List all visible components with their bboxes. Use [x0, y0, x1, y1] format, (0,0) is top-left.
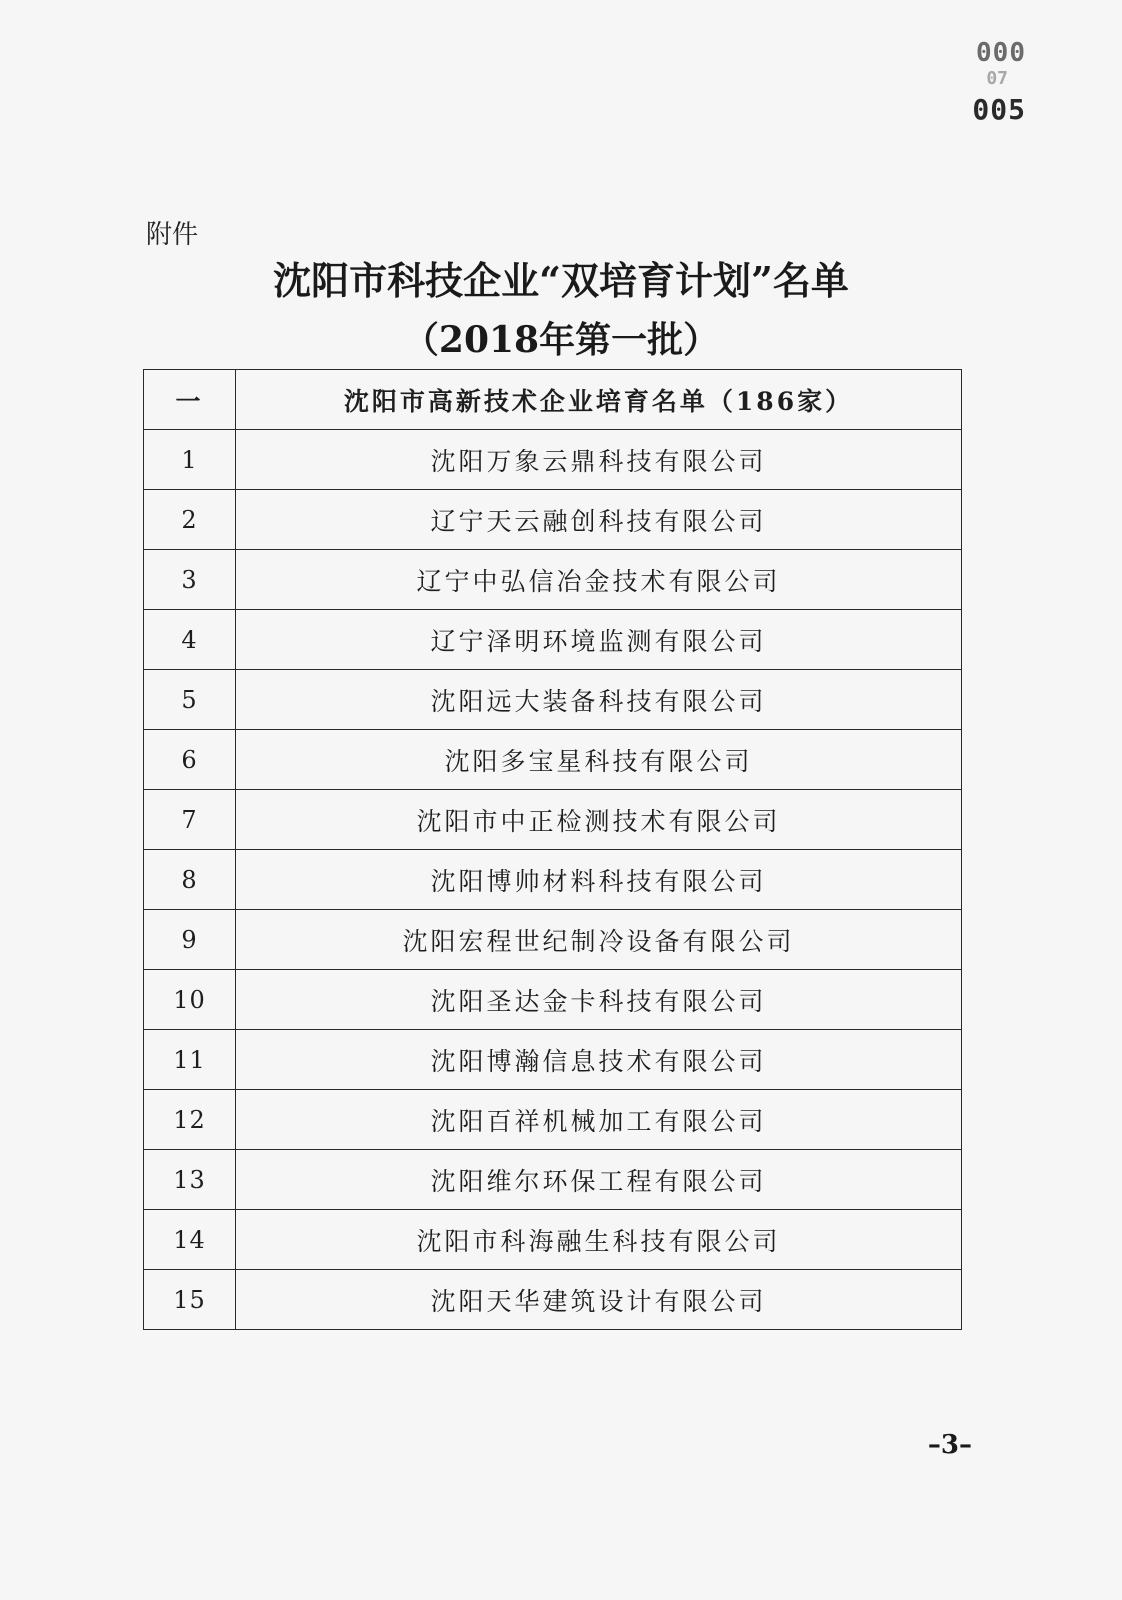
document-subtitle: （2018年第一批） [402, 319, 720, 361]
row-number-cell: 10 [144, 970, 236, 1030]
company-list-body [144, 370, 962, 1330]
row-number-cell: 14 [144, 1210, 236, 1270]
attachment-label: 附件 [146, 220, 199, 250]
table-row [144, 790, 962, 850]
table-row [144, 910, 962, 970]
table-row [144, 490, 962, 550]
table-row [144, 1270, 962, 1330]
row-number-cell: 15 [144, 1270, 236, 1330]
section-heading-cell: 沈阳市高新技术企业培育名单（186家） [236, 370, 962, 430]
row-number-cell: 13 [144, 1150, 236, 1210]
company-name-cell: 沈阳百祥机械加工有限公司 [236, 1090, 962, 1150]
page-number: –3– [927, 1430, 972, 1460]
company-name-cell: 沈阳圣达金卡科技有限公司 [236, 970, 962, 1030]
row-number-cell: 6 [144, 730, 236, 790]
row-number-cell: 2 [144, 490, 236, 550]
table-row [144, 1030, 962, 1090]
table-row [144, 1150, 962, 1210]
company-name-cell: 沈阳远大装备科技有限公司 [236, 670, 962, 730]
row-number-cell: 9 [144, 910, 236, 970]
row-number-cell: 8 [144, 850, 236, 910]
row-number-cell: 11 [144, 1030, 236, 1090]
company-name-cell: 辽宁泽明环境监测有限公司 [236, 610, 962, 670]
company-name-cell: 沈阳博瀚信息技术有限公司 [236, 1030, 962, 1090]
row-number-cell: 12 [144, 1090, 236, 1150]
table-row [144, 850, 962, 910]
table-row [144, 550, 962, 610]
stamp-line-1: 000 [976, 38, 1026, 68]
table-row [144, 670, 962, 730]
company-name-cell: 沈阳市中正检测技术有限公司 [236, 790, 962, 850]
document-number-stamp [936, 40, 1026, 124]
company-name-cell: 辽宁中弘信冶金技术有限公司 [236, 550, 962, 610]
company-name-cell: 沈阳市科海融生科技有限公司 [236, 1210, 962, 1270]
table-row [144, 730, 962, 790]
row-number-cell: 5 [144, 670, 236, 730]
table-row [144, 1090, 962, 1150]
row-number-cell: 3 [144, 550, 236, 610]
table-row [144, 430, 962, 490]
stamp-line-2: 07 [986, 68, 1008, 89]
row-number-cell: 7 [144, 790, 236, 850]
company-name-cell: 沈阳维尔环保工程有限公司 [236, 1150, 962, 1210]
company-name-cell: 沈阳万象云鼎科技有限公司 [236, 430, 962, 490]
table-row [144, 610, 962, 670]
table-row [144, 1210, 962, 1270]
company-name-cell: 沈阳天华建筑设计有限公司 [236, 1270, 962, 1330]
row-number-cell: 4 [144, 610, 236, 670]
section-index-cell: 一 [144, 370, 236, 430]
company-list-table [143, 369, 962, 1330]
stamp-line-3: 005 [972, 93, 1026, 126]
company-name-cell: 沈阳博帅材料科技有限公司 [236, 850, 962, 910]
table-header-row [144, 370, 962, 430]
company-name-cell: 沈阳多宝星科技有限公司 [236, 730, 962, 790]
company-name-cell: 沈阳宏程世纪制冷设备有限公司 [236, 910, 962, 970]
document-title: 沈阳市科技企业“双培育计划”名单 [273, 258, 849, 303]
table-row [144, 970, 962, 1030]
row-number-cell: 1 [144, 430, 236, 490]
company-name-cell: 辽宁天云融创科技有限公司 [236, 490, 962, 550]
